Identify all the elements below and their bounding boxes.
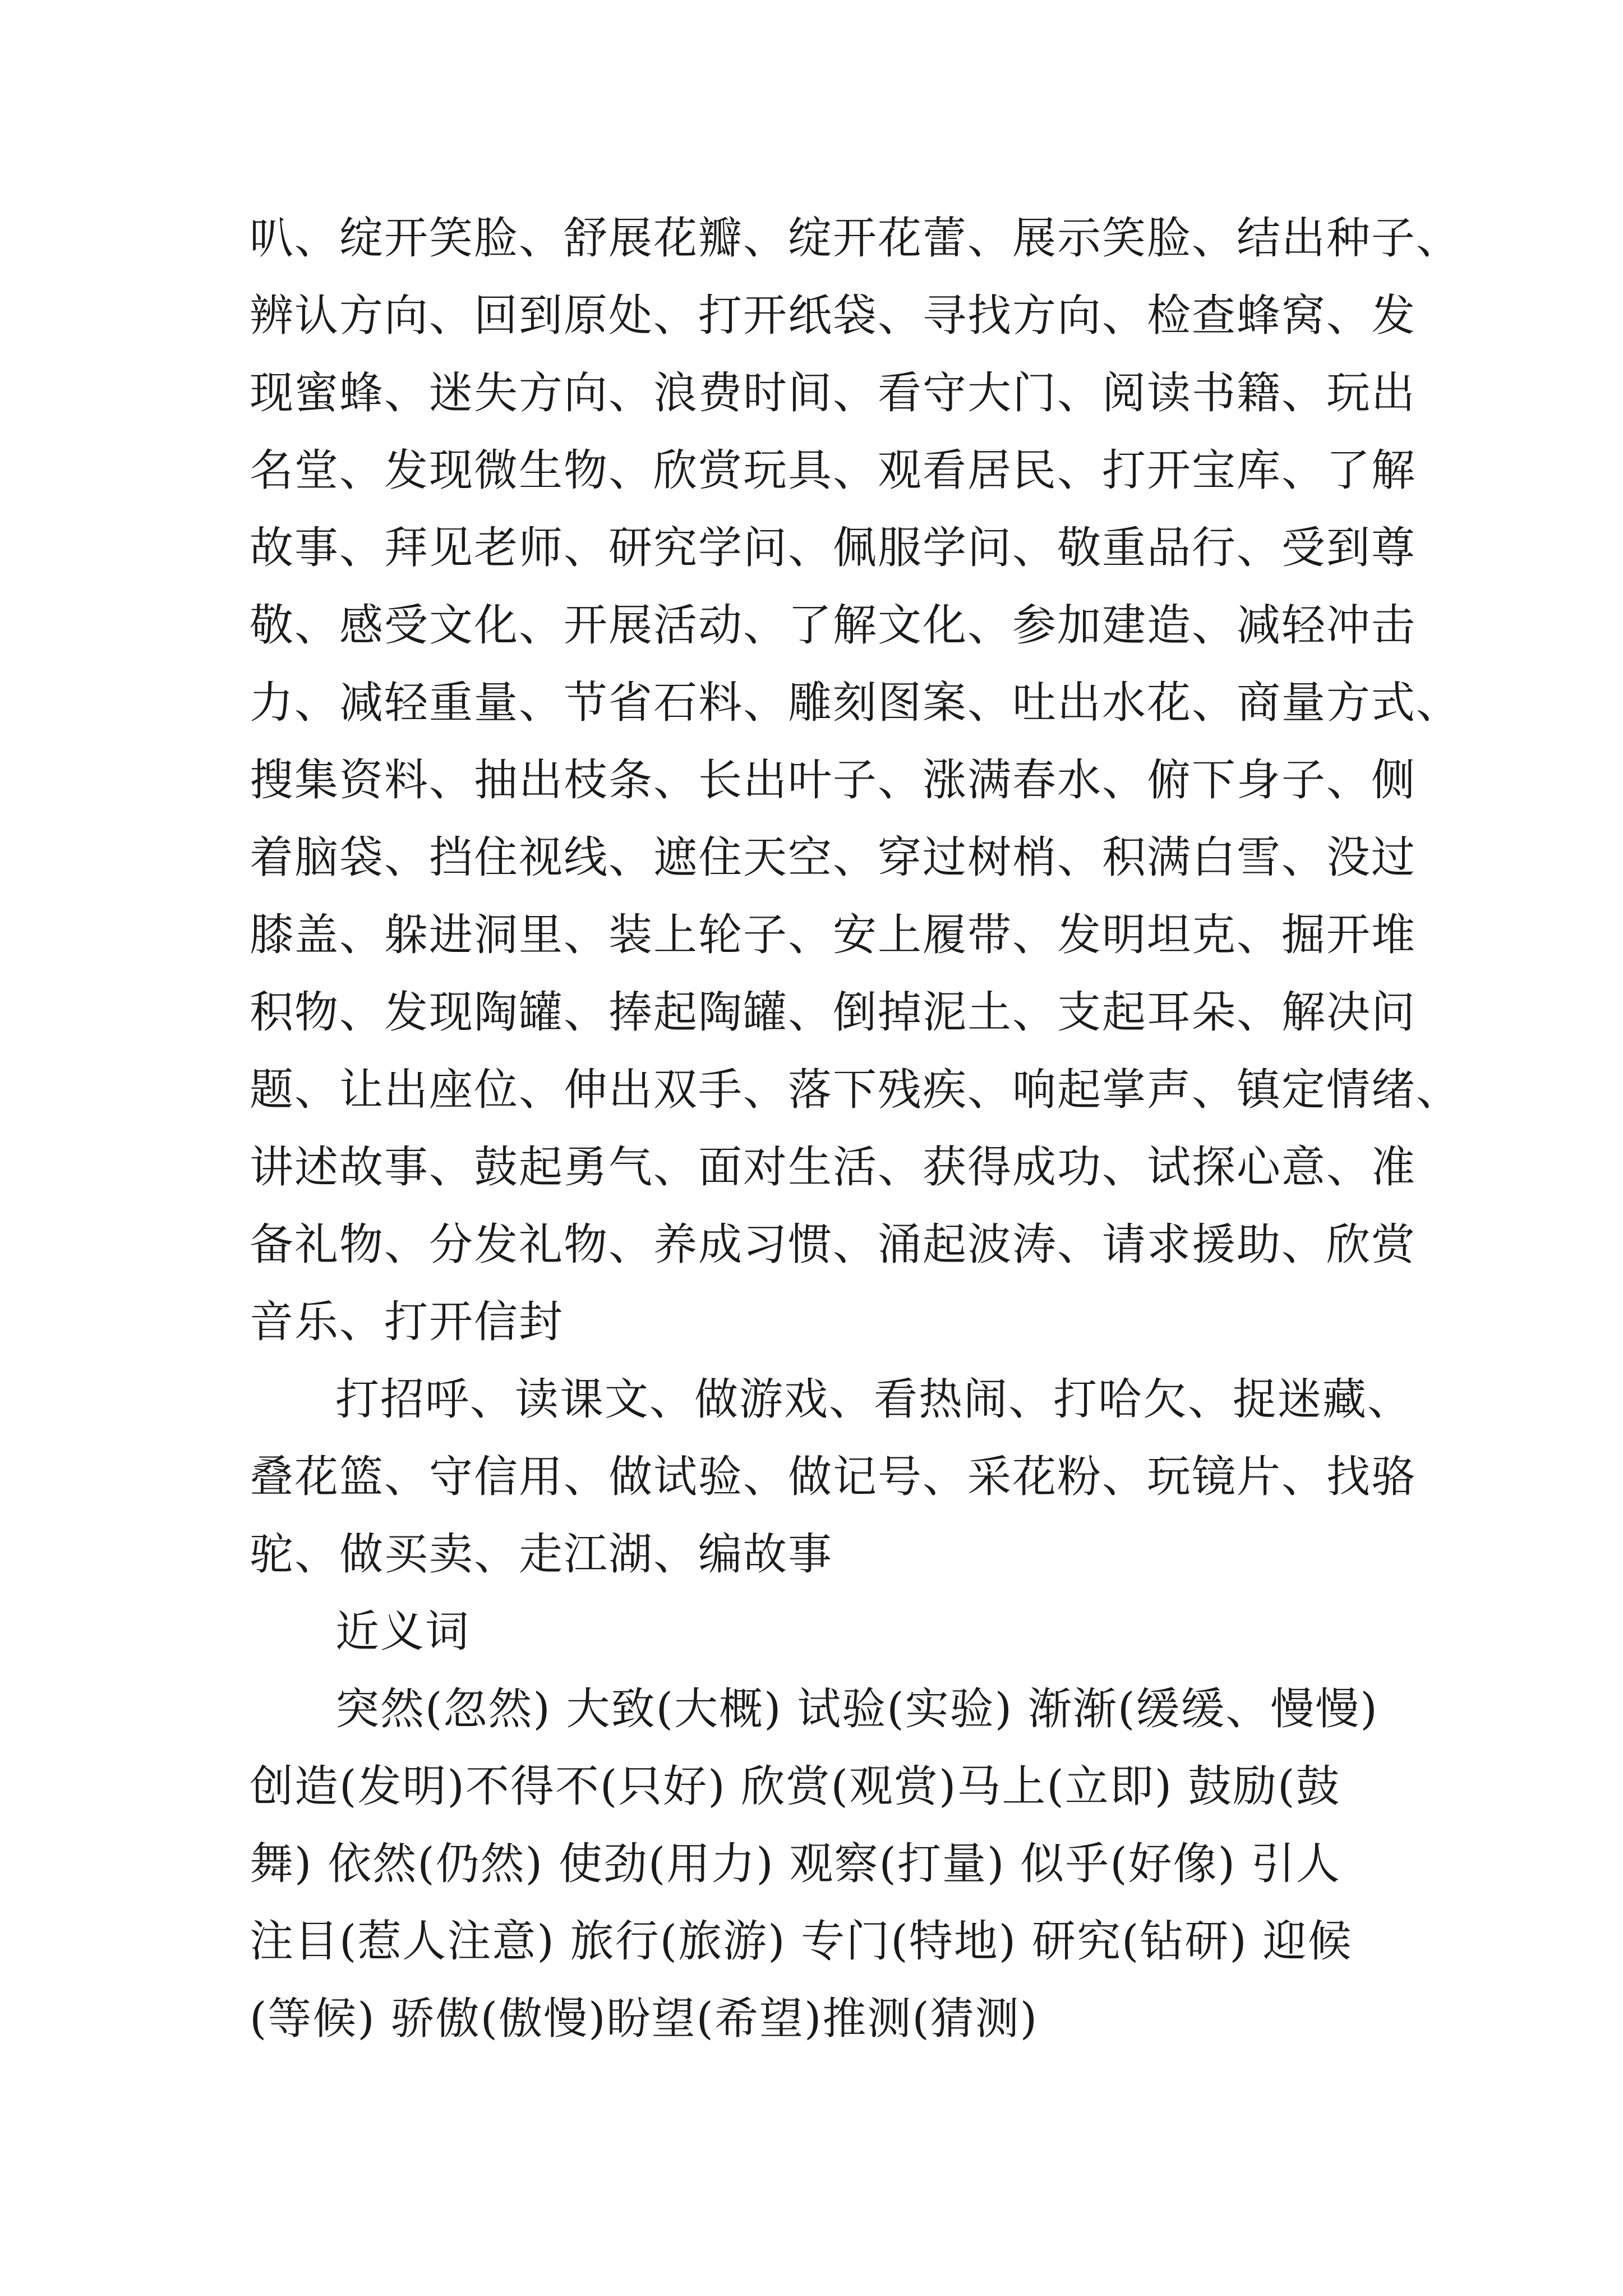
- text-line: 舞) 依然(仍然) 使劲(用力) 观察(打量) 似乎(好像) 引人: [250, 1839, 1341, 1889]
- text-line: 力、减轻重量、节省石料、雕刻图案、吐出水花、商量方式、: [250, 678, 1461, 728]
- text-line: 名堂、发现微生物、欣赏玩具、观看居民、打开宝库、了解: [250, 445, 1417, 496]
- text-line: 积物、发现陶罐、捧起陶罐、倒掉泥土、支起耳朵、解决问: [250, 987, 1417, 1038]
- section-heading: 近义词: [335, 1607, 471, 1657]
- text-line: 辨认方向、回到原处、打开纸袋、寻找方向、检查蜂窝、发: [250, 291, 1417, 341]
- text-line: 音乐、打开信封: [250, 1297, 564, 1347]
- text-line: 现蜜蜂、迷失方向、浪费时间、看守大门、阅读书籍、玩出: [250, 368, 1417, 418]
- text-line: 注目(惹人注意) 旅行(旅游) 专门(特地) 研究(钻研) 迎候: [250, 1916, 1353, 1967]
- text-line: 叭、绽开笑脸、舒展花瓣、绽开花蕾、展示笑脸、结出种子、: [250, 213, 1461, 264]
- text-line: 讲述故事、鼓起勇气、面对生活、获得成功、试探心意、准: [250, 1142, 1417, 1193]
- text-line: 膝盖、躲进洞里、装上轮子、安上履带、发明坦克、掘开堆: [250, 910, 1417, 960]
- text-line: (等候) 骄傲(傲慢)盼望(希望)推测(猜测): [250, 1994, 1039, 2044]
- text-line: 题、让出座位、伸出双手、落下残疾、响起掌声、镇定情绪、: [250, 1065, 1461, 1115]
- text-line: 叠花篮、守信用、做试验、做记号、采花粉、玩镜片、找骆: [250, 1452, 1417, 1502]
- text-line: 创造(发明)不得不(只好) 欣赏(观赏)马上(立即) 鼓励(鼓: [250, 1761, 1341, 1812]
- paragraph-start-line: 突然(忽然) 大致(大概) 试验(实验) 渐渐(缓缓、慢慢): [335, 1684, 1378, 1734]
- text-line: 驼、做买卖、走江湖、编故事: [250, 1529, 833, 1580]
- paragraph-start-line: 打招呼、读课文、做游戏、看热闹、打哈欠、捉迷藏、: [335, 1374, 1413, 1425]
- text-line: 故事、拜见老师、研究学问、佩服学问、敬重品行、受到尊: [250, 523, 1417, 573]
- text-line: 敬、感受文化、开展活动、了解文化、参加建造、减轻冲击: [250, 600, 1417, 651]
- text-line: 搜集资料、抽出枝条、长出叶子、涨满春水、俯下身子、侧: [250, 755, 1417, 806]
- text-line: 备礼物、分发礼物、养成习惯、涌起波涛、请求援助、欣赏: [250, 1220, 1417, 1270]
- text-line: 着脑袋、挡住视线、遮住天空、穿过树梢、积满白雪、没过: [250, 832, 1417, 883]
